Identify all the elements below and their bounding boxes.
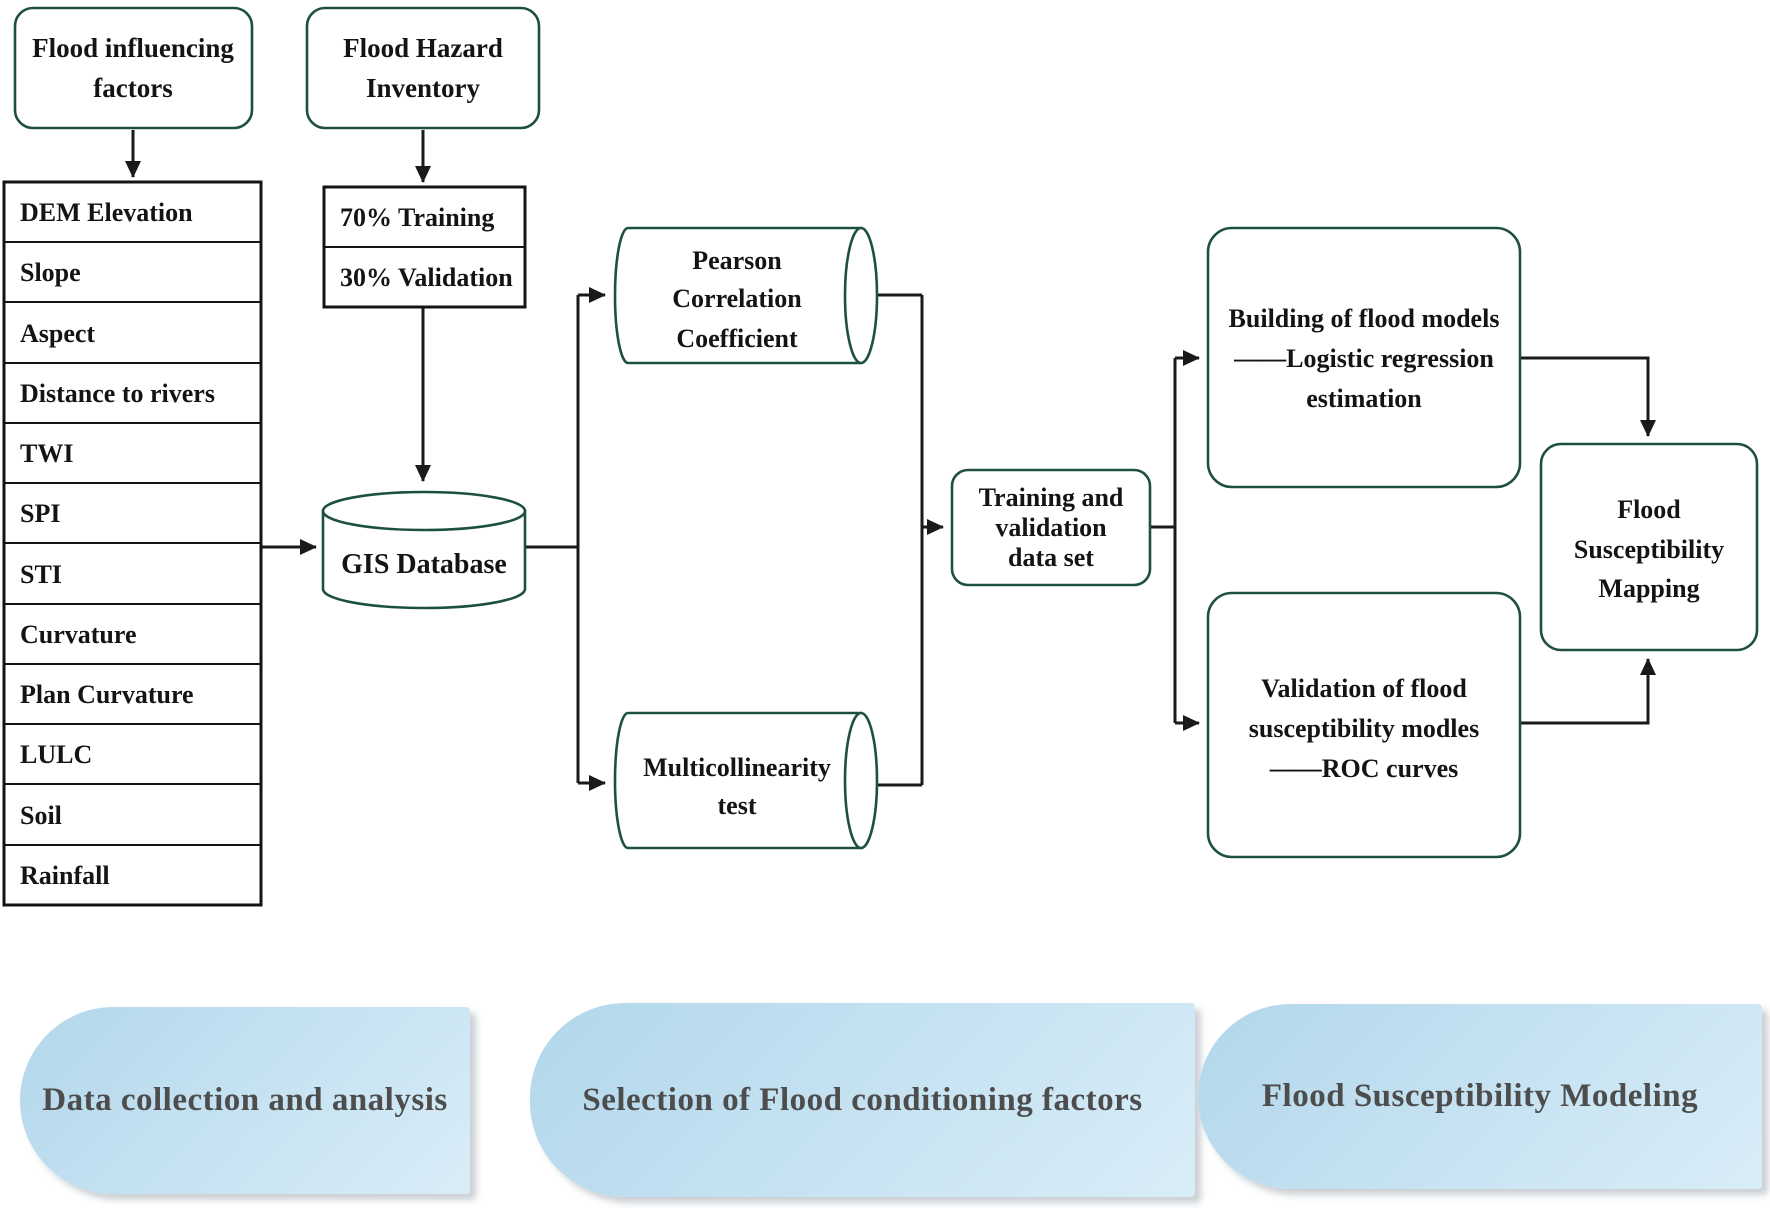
list-item: Soil [20,801,62,830]
list-item: Distance to rivers [20,379,215,408]
list-item: Plan Curvature [20,680,194,709]
validation-models-line1: Validation of flood [1261,674,1467,703]
banner-data-collection-label: Data collection and analysis [42,1082,448,1118]
multicollinearity-cylinder-cap [845,713,877,848]
banner-factor-selection-label: Selection of Flood conditioning factors [582,1081,1143,1118]
arrow-building-to-mapping [1520,358,1648,436]
validation-models-node [1208,593,1520,857]
banner-data-collection [20,1007,470,1194]
flood-hazard-inventory-node [307,8,539,128]
dataset-line2: validation [995,513,1107,542]
list-item: STI [20,560,62,589]
flood-factors-list [4,182,261,905]
building-models-line3: estimation [1306,384,1422,413]
flood-influencing-factors-box [15,8,252,128]
list-item: DEM Elevation [20,198,193,227]
flood-hazard-inventory-line2: Inventory [366,73,480,103]
list-item: Curvature [20,620,137,649]
pearson-cylinder-cap [845,228,877,363]
building-models-line1: Building of flood models [1228,304,1500,333]
mapping-node [1541,444,1757,650]
training-split-row1: 70% Training [340,203,495,232]
banner-susceptibility-modeling [1198,1004,1762,1189]
dataset-line1: Training and [978,483,1124,512]
mapping-line1: Flood [1617,495,1681,524]
mapping-line2: Susceptibility [1573,535,1725,564]
flood-influencing-factors-line2: factors [93,73,173,103]
validation-models-line3: ——ROC curves [1269,754,1459,783]
list-item: LULC [20,740,93,769]
pearson-line1: Pearson [692,246,782,275]
multicollinearity-line2: test [717,791,757,820]
gis-database-label: GIS Database [341,549,507,580]
dataset-line3: data set [1008,543,1094,572]
building-models-node [1208,228,1520,487]
mapping-line3: Mapping [1598,574,1700,603]
dataset-node [952,470,1150,585]
multicollinearity-node [615,713,877,848]
gis-database-cylinder-top [323,492,525,530]
gis-database-node [323,492,525,608]
validation-models-line2: susceptibility modles [1248,714,1480,743]
flood-influencing-factors-line1: Flood influencing [32,33,234,63]
list-item: TWI [20,439,74,468]
list-item: Aspect [20,319,96,348]
building-models-line2: ——Logistic regression [1234,344,1494,373]
pearson-line3: Coefficient [676,324,798,353]
flood-influencing-factors-node [15,8,252,128]
banner-susceptibility-modeling-label: Flood Susceptibility Modeling [1261,1078,1699,1114]
training-split-row2: 30% Validation [340,263,513,292]
pearson-line2: Correlation [672,284,802,313]
banner-factor-selection [530,1003,1195,1197]
list-item: SPI [20,499,61,528]
flood-hazard-inventory-box [307,8,539,128]
list-item: Rainfall [20,861,110,890]
list-item: Slope [20,258,81,287]
flood-hazard-inventory-line1: Flood Hazard [343,33,503,63]
training-split-node [324,187,525,307]
multicollinearity-line1: Multicollinearity [643,753,831,782]
arrow-validation-to-mapping [1520,659,1648,723]
pearson-node [615,228,877,363]
